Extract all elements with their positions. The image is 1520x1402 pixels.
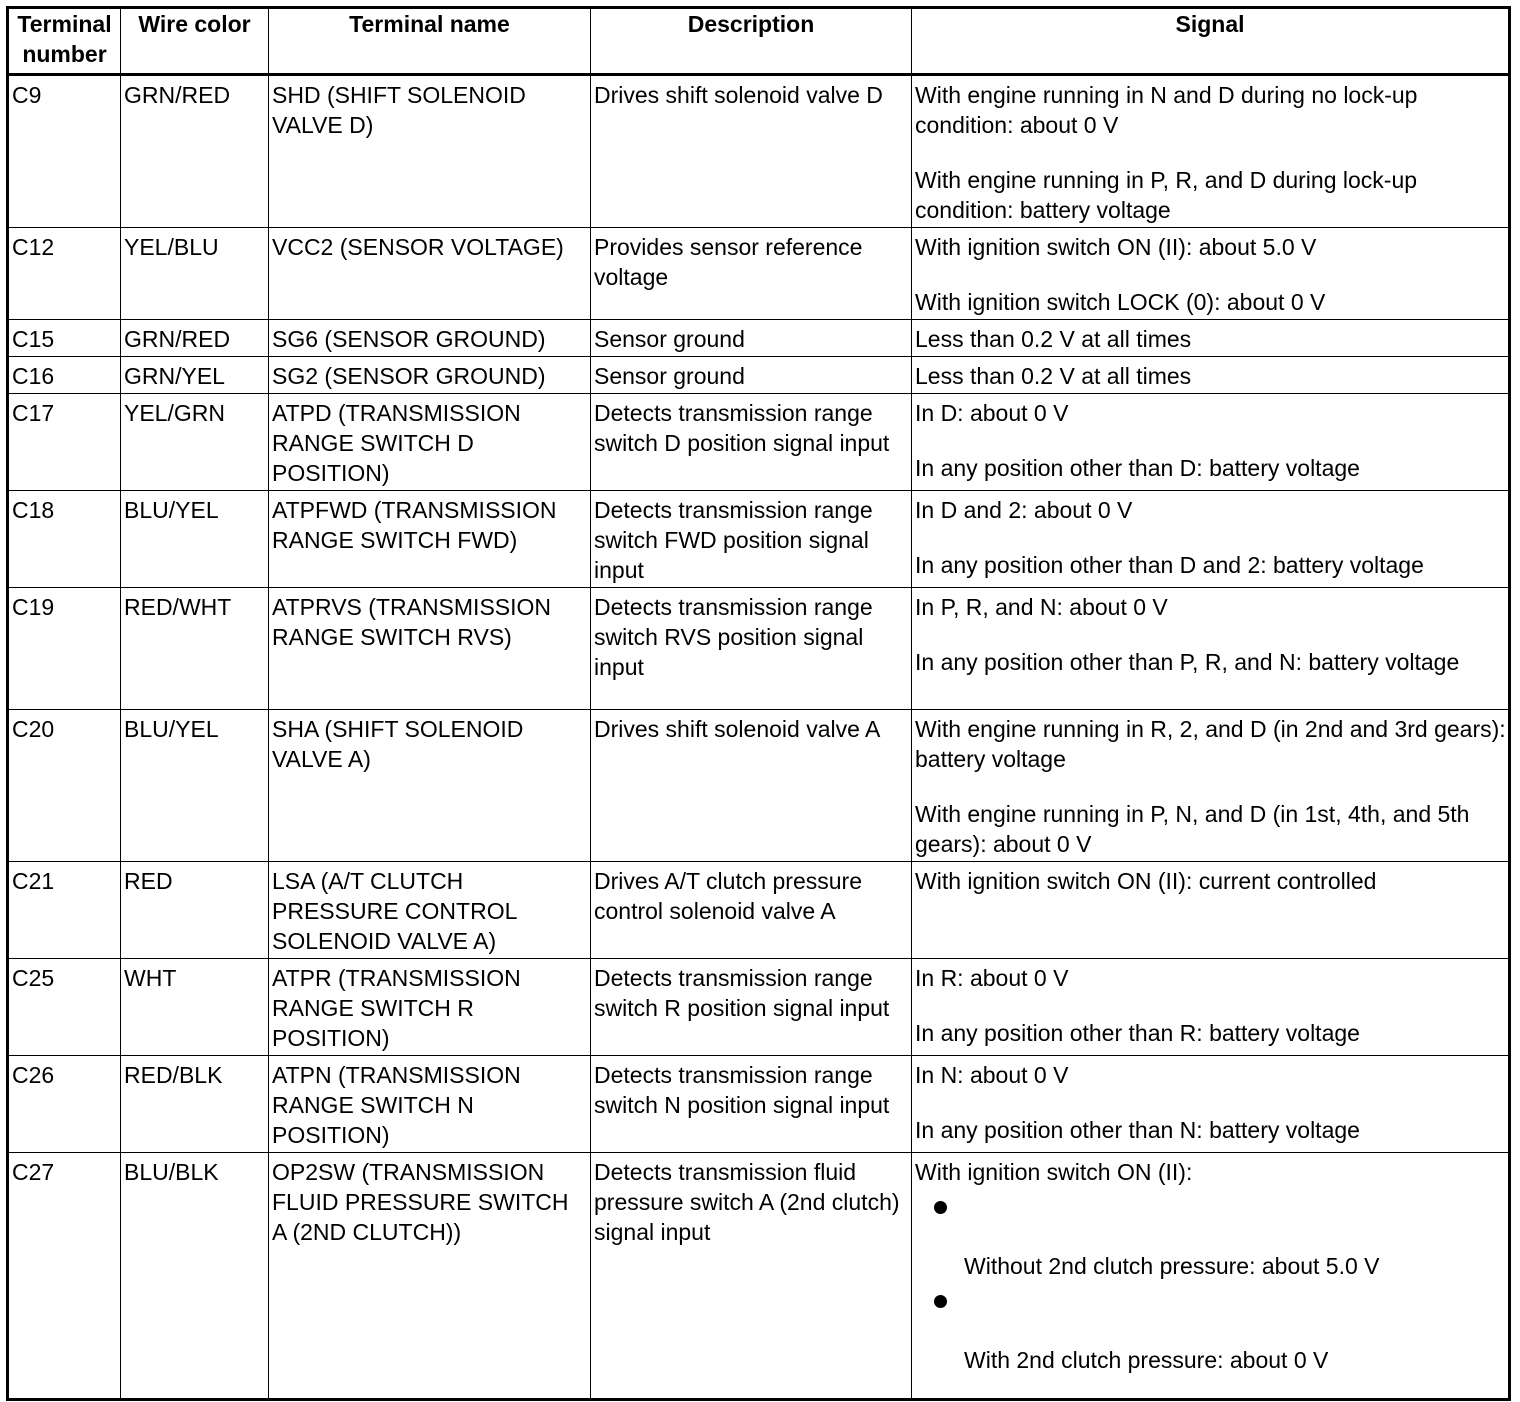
terminal-number-cell: C19	[8, 588, 121, 710]
header-description: Description	[591, 8, 912, 75]
terminal-number-cell: C12	[8, 228, 121, 320]
description-cell: Sensor ground	[591, 357, 912, 394]
terminal-number-cell: C27	[8, 1153, 121, 1400]
signal-bullet-item	[915, 1295, 1506, 1375]
wire-color-cell: YEL/GRN	[121, 394, 269, 491]
signal-line: With ignition switch LOCK (0): about 0 V	[915, 289, 1326, 315]
wire-color-cell: GRN/RED	[121, 75, 269, 228]
terminal-name-cell: ATPRVS (TRANSMISSION RANGE SWITCH RVS)	[269, 588, 591, 710]
table-row	[8, 588, 1510, 710]
signal-line: With engine running in N and D during no lock-up condition: about 0 V	[915, 82, 1418, 138]
wire-color-cell: BLU/YEL	[121, 491, 269, 588]
signal-cell	[912, 588, 1510, 710]
wire-color-cell: RED	[121, 862, 269, 959]
terminal-name-cell: LSA (A/T CLUTCH PRESSURE CONTROL SOLENOID VALVE A)	[269, 862, 591, 959]
table-row	[8, 710, 1510, 862]
table-row	[8, 75, 1510, 228]
bullet-icon	[934, 1201, 947, 1214]
description-cell: Detects transmission range switch FWD position signal input	[591, 491, 912, 588]
signal-cell	[912, 75, 1510, 228]
header-terminal-name: Terminal name	[269, 8, 591, 75]
terminal-name-cell: SHD (SHIFT SOLENOID VALVE D)	[269, 75, 591, 228]
signal-cell	[912, 357, 1510, 394]
description-cell: Detects transmission range switch D position signal input	[591, 394, 912, 491]
signal-line: With engine running in R, 2, and D (in 2nd and 3rd gears): battery voltage	[915, 716, 1506, 772]
terminal-number-cell: C16	[8, 357, 121, 394]
terminal-name-cell: ATPD (TRANSMISSION RANGE SWITCH D POSITION)	[269, 394, 591, 491]
terminal-number-cell: C21	[8, 862, 121, 959]
signal-line: In any position other than P, R, and N: battery voltage	[915, 649, 1460, 675]
signal-line: In D: about 0 V	[915, 400, 1069, 426]
signal-bullet-text: With 2nd clutch pressure: about 0 V	[964, 1347, 1329, 1373]
terminal-name-cell: SG6 (SENSOR GROUND)	[269, 320, 591, 357]
signal-line: With ignition switch ON (II): about 5.0 V	[915, 234, 1317, 260]
signal-cell	[912, 394, 1510, 491]
signal-line: In any position other than D and 2: battery voltage	[915, 552, 1424, 578]
document-page	[6, 6, 1511, 1401]
terminal-number-cell: C20	[8, 710, 121, 862]
description-cell: Drives A/T clutch pressure control solenoid valve A	[591, 862, 912, 959]
signal-line: With engine running in P, R, and D during lock-up condition: battery voltage	[915, 167, 1418, 223]
description-cell: Detects transmission range switch R position signal input	[591, 959, 912, 1056]
header-wire-color: Wire color	[121, 8, 269, 75]
description-cell: Drives shift solenoid valve D	[591, 75, 912, 228]
wire-color-cell: GRN/YEL	[121, 357, 269, 394]
terminal-table	[6, 6, 1511, 1401]
table-row	[8, 862, 1510, 959]
table-row	[8, 228, 1510, 320]
signal-line: In any position other than R: battery voltage	[915, 1020, 1360, 1046]
terminal-name-cell: VCC2 (SENSOR VOLTAGE)	[269, 228, 591, 320]
header-signal: Signal	[912, 8, 1510, 75]
wire-color-cell: YEL/BLU	[121, 228, 269, 320]
terminal-number-cell: C15	[8, 320, 121, 357]
table-row	[8, 320, 1510, 357]
description-cell: Sensor ground	[591, 320, 912, 357]
description-cell: Drives shift solenoid valve A	[591, 710, 912, 862]
terminal-name-cell: SG2 (SENSOR GROUND)	[269, 357, 591, 394]
wire-color-cell: WHT	[121, 959, 269, 1056]
signal-cell	[912, 228, 1510, 320]
signal-cell	[912, 320, 1510, 357]
terminal-number-cell: C17	[8, 394, 121, 491]
terminal-name-cell: SHA (SHIFT SOLENOID VALVE A)	[269, 710, 591, 862]
terminal-name-cell: ATPN (TRANSMISSION RANGE SWITCH N POSITION)	[269, 1056, 591, 1153]
terminal-number-cell: C26	[8, 1056, 121, 1153]
terminal-number-cell: C18	[8, 491, 121, 588]
table-body	[8, 75, 1510, 1400]
wire-color-cell: BLU/BLK	[121, 1153, 269, 1400]
description-cell: Detects transmission fluid pressure switch A (2nd clutch) signal input	[591, 1153, 912, 1400]
signal-line: In any position other than D: battery voltage	[915, 455, 1360, 481]
signal-line: In D and 2: about 0 V	[915, 497, 1133, 523]
signal-cell	[912, 710, 1510, 862]
signal-cell	[912, 862, 1510, 959]
terminal-number-cell: C9	[8, 75, 121, 228]
signal-cell	[912, 1153, 1510, 1400]
signal-line: Less than 0.2 V at all times	[915, 326, 1192, 352]
description-cell: Provides sensor reference voltage	[591, 228, 912, 320]
wire-color-cell: GRN/RED	[121, 320, 269, 357]
bullet-icon	[934, 1295, 947, 1308]
terminal-number-cell: C25	[8, 959, 121, 1056]
signal-line: In N: about 0 V	[915, 1062, 1069, 1088]
signal-line: In P, R, and N: about 0 V	[915, 594, 1168, 620]
description-cell: Detects transmission range switch N position signal input	[591, 1056, 912, 1153]
signal-bullet-text: Without 2nd clutch pressure: about 5.0 V	[964, 1253, 1380, 1279]
table-row	[8, 1056, 1510, 1153]
signal-cell	[912, 1056, 1510, 1153]
signal-line: With engine running in P, N, and D (in 1st, 4th, and 5th gears): about 0 V	[915, 801, 1470, 857]
terminal-name-cell: OP2SW (TRANSMISSION FLUID PRESSURE SWITCH A (2ND CLUTCH))	[269, 1153, 591, 1400]
wire-color-cell: RED/BLK	[121, 1056, 269, 1153]
header-terminal-number: Terminal number	[8, 8, 121, 75]
signal-line: With ignition switch ON (II):	[915, 1159, 1193, 1185]
signal-bullet-item	[915, 1201, 1506, 1281]
signal-line: In any position other than N: battery voltage	[915, 1117, 1360, 1143]
terminal-name-cell: ATPR (TRANSMISSION RANGE SWITCH R POSITION)	[269, 959, 591, 1056]
table-row	[8, 357, 1510, 394]
table-row	[8, 959, 1510, 1056]
header-row	[8, 8, 1510, 75]
signal-line: Less than 0.2 V at all times	[915, 363, 1192, 389]
description-cell: Detects transmission range switch RVS position signal input	[591, 588, 912, 710]
wire-color-cell: BLU/YEL	[121, 710, 269, 862]
signal-cell	[912, 959, 1510, 1056]
signal-line: With ignition switch ON (II): current controlled	[915, 868, 1377, 894]
signal-cell	[912, 491, 1510, 588]
table-row	[8, 394, 1510, 491]
wire-color-cell: RED/WHT	[121, 588, 269, 710]
table-row	[8, 1153, 1510, 1400]
table-row	[8, 491, 1510, 588]
signal-line: In R: about 0 V	[915, 965, 1069, 991]
terminal-name-cell: ATPFWD (TRANSMISSION RANGE SWITCH FWD)	[269, 491, 591, 588]
